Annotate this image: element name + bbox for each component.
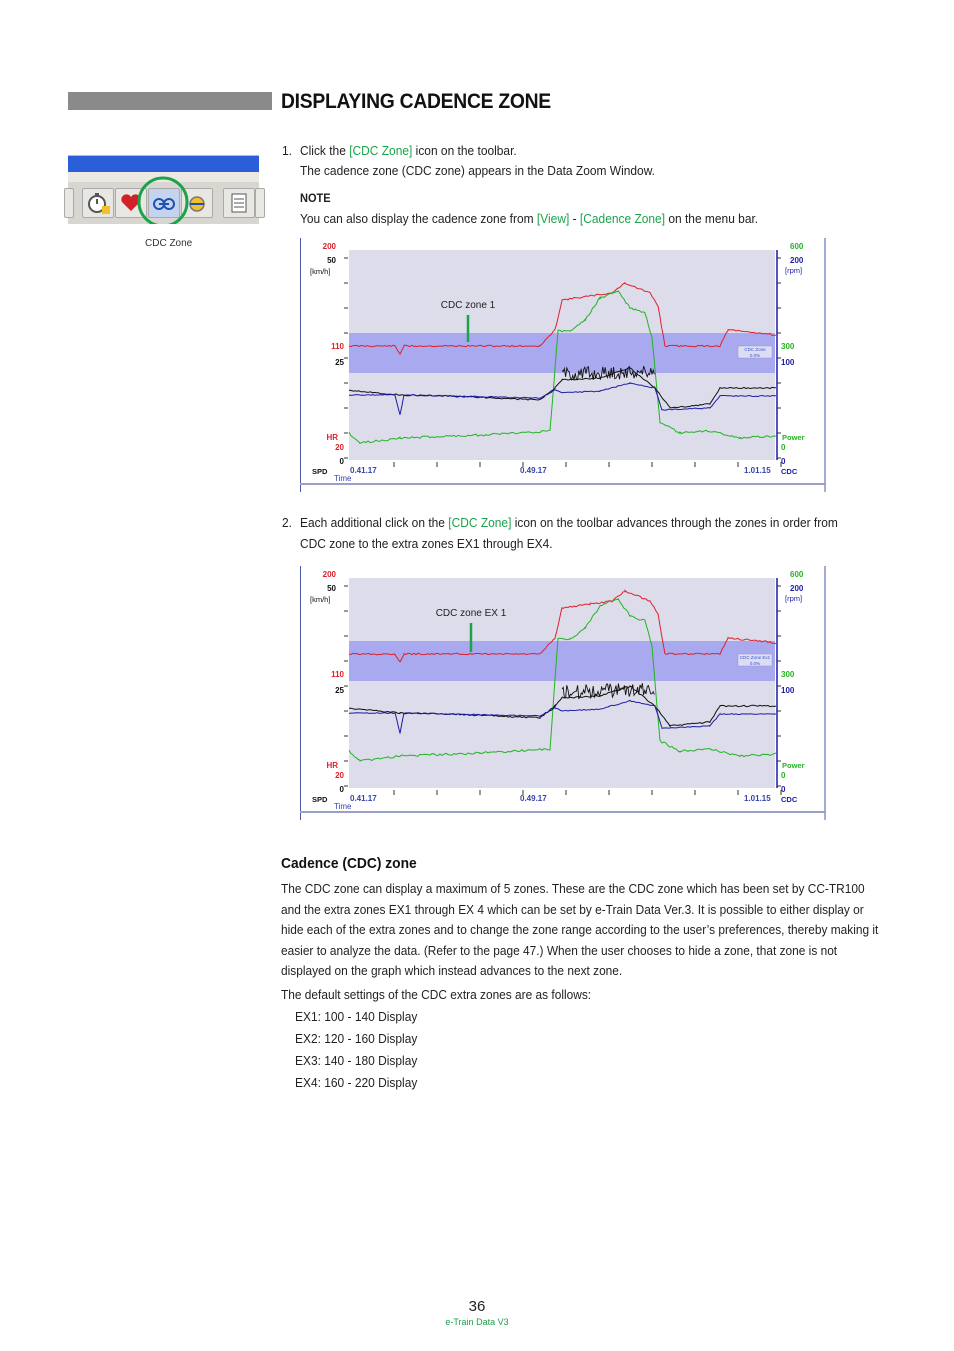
- right-axis-top-cadence: 200: [790, 584, 804, 593]
- time-tick-label: 0.41.17: [350, 794, 377, 803]
- cadence-zone-band: [349, 333, 775, 373]
- step2-text: Each additional click on the [CDC Zone] icon on the toolbar advances through the zones in order from: [300, 515, 838, 530]
- data-zoom-chart-2: [300, 566, 826, 820]
- cadence-zone-band: [349, 641, 775, 681]
- section-heading: Cadence (CDC) zone: [281, 855, 417, 872]
- defaults-item: EX3: 140 - 180 Display: [295, 1053, 418, 1068]
- left-axis-hr-label: HR: [326, 433, 338, 442]
- left-axis-bot-speed: 0: [339, 457, 344, 466]
- time-tick-label: 1.01.15: [744, 466, 771, 475]
- right-axis-bot-power: 0: [781, 443, 786, 452]
- highlight-circle-icon: [68, 156, 259, 224]
- right-axis-bot-cadence: 0: [781, 785, 786, 794]
- section-paragraph-2: The default settings of the CDC extra zones are as follows:: [281, 987, 592, 1002]
- left-axis-mid-speed: 25: [335, 686, 344, 695]
- note-label: NOTE: [300, 191, 331, 205]
- step1-text: Click the [CDC Zone] icon on the toolbar.: [300, 143, 517, 158]
- left-axis-bot-hr: 20: [335, 443, 344, 452]
- spd-label: SPD: [312, 467, 328, 476]
- defaults-item: EX2: 120 - 160 Display: [295, 1031, 418, 1046]
- left-axis-mid-hr: 110: [331, 342, 344, 351]
- view-menu-link: [View]: [536, 211, 570, 226]
- left-axis-unit: [km/h]: [310, 267, 331, 276]
- right-axis-bot-cadence: 0: [781, 457, 786, 466]
- page-number: 36: [468, 1298, 486, 1315]
- right-axis-bot-power: 0: [781, 771, 786, 780]
- left-axis-bot-speed: 0: [339, 785, 344, 794]
- right-axis-top-power: 600: [790, 570, 804, 579]
- chart-svg: [300, 238, 826, 492]
- left-axis-top-hr: 200: [322, 570, 336, 579]
- right-axis-mid-power: 300: [781, 670, 795, 679]
- defaults-item: EX1: 100 - 140 Display: [295, 1009, 418, 1024]
- right-axis-mid-cadence: 100: [781, 358, 795, 367]
- note-text: You can also display the cadence zone from [View] - [Cadence Zone] on the menu bar.: [300, 211, 759, 226]
- page-title: DISPLAYING CADENCE ZONE: [281, 90, 551, 113]
- right-axis-unit: [rpm]: [785, 266, 803, 275]
- step1-line2: The cadence zone (CDC zone) appears in the Data Zoom Window.: [300, 163, 656, 178]
- zone-value: 0.0%: [749, 353, 761, 358]
- footer-product: e-Train Data V3: [445, 1317, 509, 1327]
- zone-callout-label: CDC zone 1: [440, 300, 496, 311]
- step2-line2: CDC zone to the extra zones EX1 through EX4.: [300, 536, 553, 551]
- power-label: Power: [782, 433, 805, 442]
- chart-svg: [300, 566, 826, 820]
- cdc-label: CDC: [781, 467, 798, 476]
- section-header-bar: [68, 92, 272, 110]
- left-axis-unit: [km/h]: [310, 595, 331, 604]
- section-paragraph-1: The CDC zone can display a maximum of 5 zones. These are the CDC zone which has been set by CC-TR100 and the extra zones EX1 through EX 4 which can be set by e-Train Data Ver.3. It is possible to either display or hide each of the extra zones and to change the zone range according to the user’s preferences, thereby making it easier to analyze the data. (Refer to the page 47.) When the user chooses to hide a zone, that zone is not displayed on the graph which instead advances to the next zone.: [281, 881, 879, 979]
- left-axis-hr-label: HR: [326, 761, 338, 770]
- defaults-item: EX4: 160 - 220 Display: [295, 1075, 418, 1090]
- toolbar-screenshot: [68, 155, 259, 224]
- step1-number: 1.: [282, 143, 292, 158]
- zone-callout-label: CDC zone EX 1: [435, 608, 507, 619]
- left-axis-top-speed: 50: [327, 584, 336, 593]
- left-axis-top-hr: 200: [322, 242, 336, 251]
- toolbar-caption: CDC Zone: [145, 238, 193, 249]
- right-axis-unit: [rpm]: [785, 594, 803, 603]
- cdc-zone-link: [CDC Zone]: [349, 143, 413, 158]
- left-axis-top-speed: 50: [327, 256, 336, 265]
- right-axis-mid-power: 300: [781, 342, 795, 351]
- right-axis-top-cadence: 200: [790, 256, 804, 265]
- cdc-zone-link-2: [CDC Zone]: [448, 515, 512, 530]
- power-label: Power: [782, 761, 805, 770]
- cdc-label: CDC: [781, 795, 798, 804]
- spd-label: SPD: [312, 795, 328, 804]
- left-axis-mid-speed: 25: [335, 358, 344, 367]
- time-tick-label: 0.49.17: [520, 466, 547, 475]
- time-tick-label: 0.49.17: [520, 794, 547, 803]
- zone-value: 0.0%: [749, 661, 761, 666]
- time-axis-label: Time: [334, 474, 352, 483]
- data-zoom-chart-1: [300, 238, 826, 492]
- zone-label: CDC Zone: [744, 347, 766, 352]
- left-axis-mid-hr: 110: [331, 670, 344, 679]
- time-tick-label: 1.01.15: [744, 794, 771, 803]
- time-axis-label: Time: [334, 802, 352, 811]
- defaults-list: [295, 1006, 417, 1094]
- cadence-zone-menu-link: [Cadence Zone]: [579, 211, 666, 226]
- right-axis-top-power: 600: [790, 242, 804, 251]
- step2-number: 2.: [282, 515, 292, 530]
- right-axis-mid-cadence: 100: [781, 686, 795, 695]
- left-axis-bot-hr: 20: [335, 771, 344, 780]
- zone-label: CDC Zone Ex1: [739, 655, 771, 660]
- time-tick-label: 0.41.17: [350, 466, 377, 475]
